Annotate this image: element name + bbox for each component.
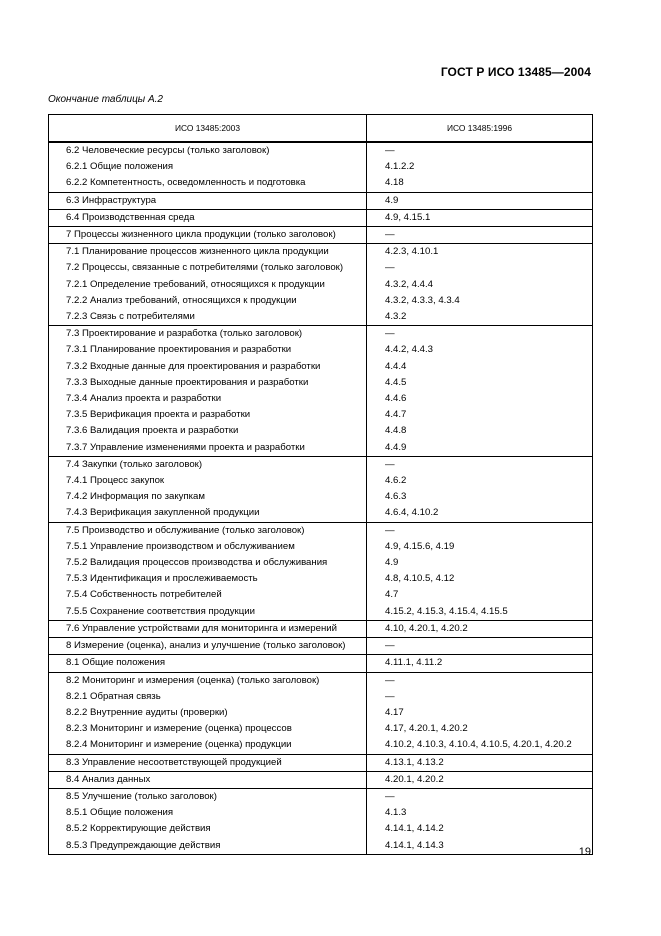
table-row xyxy=(49,244,593,261)
clause-1996-cell: 4.17, 4.20.1, 4.20.2 xyxy=(367,721,593,737)
clause-2003-cell: 6.2.2 Компетентность, осведомленность и подготовка xyxy=(49,175,367,192)
clause-1996-cell: 4.13.1, 4.13.2 xyxy=(367,754,593,771)
column-header-iso-1996: ИСО 13485:1996 xyxy=(367,115,593,143)
clause-2003-cell: 6.3 Инфраструктура xyxy=(49,192,367,209)
table-row xyxy=(49,227,593,244)
clause-1996-cell: 4.20.1, 4.20.2 xyxy=(367,771,593,788)
table-row xyxy=(49,309,593,326)
clause-2003-cell: 7.4.2 Информация по закупкам xyxy=(49,489,367,505)
clause-1996-cell: — xyxy=(367,638,593,655)
clause-2003-cell: 8.3 Управление несоответствующей продукцией xyxy=(49,754,367,771)
table-row xyxy=(49,423,593,439)
clause-2003-cell: 8.2 Мониторинг и измерения (оценка) (только заголовок) xyxy=(49,672,367,689)
table-row xyxy=(49,638,593,655)
table-row xyxy=(49,821,593,837)
clause-1996-cell: 4.4.6 xyxy=(367,391,593,407)
table-row xyxy=(49,375,593,391)
clause-1996-cell: 4.9 xyxy=(367,192,593,209)
clause-1996-cell: 4.4.2, 4.4.3 xyxy=(367,342,593,358)
table-row xyxy=(49,737,593,754)
clause-1996-cell: 4.8, 4.10.5, 4.12 xyxy=(367,571,593,587)
table-row xyxy=(49,456,593,473)
clause-2003-cell: 8.2.2 Внутренние аудиты (проверки) xyxy=(49,705,367,721)
table-row xyxy=(49,391,593,407)
clause-2003-cell: 7.3.4 Анализ проекта и разработки xyxy=(49,391,367,407)
table-row xyxy=(49,587,593,603)
table-row xyxy=(49,293,593,309)
clause-2003-cell: 8.1 Общие положения xyxy=(49,655,367,672)
clause-1996-cell: 4.4.8 xyxy=(367,423,593,439)
table-row xyxy=(49,505,593,522)
clause-1996-cell: — xyxy=(367,326,593,343)
clause-2003-cell: 8 Измерение (оценка), анализ и улучшение (только заголовок) xyxy=(49,638,367,655)
clause-1996-cell: 4.14.1, 4.14.3 xyxy=(367,838,593,855)
clause-2003-cell: 7.3.6 Валидация проекта и разработки xyxy=(49,423,367,439)
table-row xyxy=(49,689,593,705)
clause-2003-cell: 8.4 Анализ данных xyxy=(49,771,367,788)
clause-1996-cell: 4.6.2 xyxy=(367,473,593,489)
clause-1996-cell: 4.1.3 xyxy=(367,805,593,821)
clause-2003-cell: 7.2.1 Определение требований, относящихся к продукции xyxy=(49,277,367,293)
clause-1996-cell: 4.9 xyxy=(367,555,593,571)
clause-1996-cell: 4.10.2, 4.10.3, 4.10.4, 4.10.5, 4.20.1, 4.20.2 xyxy=(367,737,593,754)
table-row xyxy=(49,771,593,788)
clause-2003-cell: 7.5.2 Валидация процессов производства и обслуживания xyxy=(49,555,367,571)
clause-2003-cell: 7.4.1 Процесс закупок xyxy=(49,473,367,489)
clause-1996-cell: 4.1.2.2 xyxy=(367,159,593,175)
table-row xyxy=(49,359,593,375)
clause-2003-cell: 7.4 Закупки (только заголовок) xyxy=(49,456,367,473)
table-row xyxy=(49,555,593,571)
clause-1996-cell: 4.11.1, 4.11.2 xyxy=(367,655,593,672)
clause-1996-cell: 4.7 xyxy=(367,587,593,603)
clause-1996-cell: 4.9, 4.15.1 xyxy=(367,209,593,226)
clause-2003-cell: 8.5 Улучшение (только заголовок) xyxy=(49,788,367,805)
table-row xyxy=(49,277,593,293)
clause-1996-cell: — xyxy=(367,456,593,473)
table-row xyxy=(49,539,593,555)
clause-2003-cell: 7.5.3 Идентификация и прослеживаемость xyxy=(49,571,367,587)
clause-2003-cell: 7.1 Планирование процессов жизненного цикла продукции xyxy=(49,244,367,261)
clause-1996-cell: 4.10, 4.20.1, 4.20.2 xyxy=(367,620,593,637)
clause-1996-cell: — xyxy=(367,788,593,805)
clause-2003-cell: 8.5.2 Корректирующие действия xyxy=(49,821,367,837)
clause-1996-cell: — xyxy=(367,142,593,159)
clause-2003-cell: 7.3.5 Верификация проекта и разработки xyxy=(49,407,367,423)
clause-2003-cell: 6.4 Производственная среда xyxy=(49,209,367,226)
table-caption: Окончание таблицы А.2 xyxy=(48,94,163,105)
page-number: 19 xyxy=(578,846,591,858)
clause-1996-cell: 4.4.9 xyxy=(367,440,593,457)
table-row xyxy=(49,260,593,276)
clause-1996-cell: 4.4.7 xyxy=(367,407,593,423)
table-row xyxy=(49,604,593,621)
table-header-row xyxy=(49,115,593,143)
clause-1996-cell: — xyxy=(367,227,593,244)
clause-1996-cell: — xyxy=(367,672,593,689)
table-row xyxy=(49,721,593,737)
clause-1996-cell: 4.14.1, 4.14.2 xyxy=(367,821,593,837)
clause-2003-cell: 7.4.3 Верификация закупленной продукции xyxy=(49,505,367,522)
clause-1996-cell: 4.9, 4.15.6, 4.19 xyxy=(367,539,593,555)
table-row xyxy=(49,142,593,159)
clause-2003-cell: 8.5.1 Общие положения xyxy=(49,805,367,821)
table-row xyxy=(49,440,593,457)
clause-2003-cell: 8.2.1 Обратная связь xyxy=(49,689,367,705)
table-body xyxy=(49,142,593,854)
table-row xyxy=(49,571,593,587)
clause-1996-cell: 4.6.3 xyxy=(367,489,593,505)
clause-1996-cell: 4.17 xyxy=(367,705,593,721)
table-row xyxy=(49,326,593,343)
clause-2003-cell: 7.5.1 Управление производством и обслуживанием xyxy=(49,539,367,555)
document-title: ГОСТ Р ИСО 13485—2004 xyxy=(440,65,591,79)
clause-1996-cell: 4.3.2, 4.3.3, 4.3.4 xyxy=(367,293,593,309)
table-row xyxy=(49,672,593,689)
table-row xyxy=(49,209,593,226)
table-row xyxy=(49,407,593,423)
table-row xyxy=(49,522,593,539)
table-row xyxy=(49,705,593,721)
clause-2003-cell: 7.2 Процессы, связанные с потребителями (только заголовок) xyxy=(49,260,367,276)
clause-1996-cell: 4.2.3, 4.10.1 xyxy=(367,244,593,261)
table-row xyxy=(49,192,593,209)
clause-2003-cell: 7 Процессы жизненного цикла продукции (только заголовок) xyxy=(49,227,367,244)
clause-2003-cell: 7.3.3 Выходные данные проектирования и разработки xyxy=(49,375,367,391)
clause-2003-cell: 6.2 Человеческие ресурсы (только заголовок) xyxy=(49,142,367,159)
clause-1996-cell: 4.3.2, 4.4.4 xyxy=(367,277,593,293)
clause-2003-cell: 7.3.2 Входные данные для проектирования и разработки xyxy=(49,359,367,375)
clause-1996-cell: 4.15.2, 4.15.3, 4.15.4, 4.15.5 xyxy=(367,604,593,621)
table-row xyxy=(49,159,593,175)
table-row xyxy=(49,620,593,637)
clause-2003-cell: 6.2.1 Общие положения xyxy=(49,159,367,175)
table-row xyxy=(49,838,593,855)
clause-2003-cell: 7.6 Управление устройствами для мониторинга и измерений xyxy=(49,620,367,637)
table-row xyxy=(49,655,593,672)
column-header-iso-2003: ИСО 13485:2003 xyxy=(49,115,367,143)
clause-2003-cell: 8.5.3 Предупреждающие действия xyxy=(49,838,367,855)
clause-1996-cell: 4.6.4, 4.10.2 xyxy=(367,505,593,522)
clause-2003-cell: 7.2.2 Анализ требований, относящихся к продукции xyxy=(49,293,367,309)
clause-2003-cell: 7.5.5 Сохранение соответствия продукции xyxy=(49,604,367,621)
table-row xyxy=(49,342,593,358)
clause-2003-cell: 7.5.4 Собственность потребителей xyxy=(49,587,367,603)
correspondence-table xyxy=(48,114,593,855)
table-row xyxy=(49,489,593,505)
table-row xyxy=(49,805,593,821)
clause-1996-cell: — xyxy=(367,260,593,276)
clause-2003-cell: 7.3.1 Планирование проектирования и разработки xyxy=(49,342,367,358)
clause-2003-cell: 7.5 Производство и обслуживание (только заголовок) xyxy=(49,522,367,539)
table-row xyxy=(49,788,593,805)
clause-2003-cell: 7.3.7 Управление изменениями проекта и разработки xyxy=(49,440,367,457)
table-row xyxy=(49,175,593,192)
table-row xyxy=(49,754,593,771)
clause-2003-cell: 8.2.4 Мониторинг и измерение (оценка) продукции xyxy=(49,737,367,754)
clause-1996-cell: 4.3.2 xyxy=(367,309,593,326)
clause-1996-cell: 4.4.5 xyxy=(367,375,593,391)
clause-2003-cell: 7.3 Проектирование и разработка (только заголовок) xyxy=(49,326,367,343)
clause-1996-cell: 4.18 xyxy=(367,175,593,192)
clause-1996-cell: — xyxy=(367,689,593,705)
clause-2003-cell: 7.2.3 Связь с потребителями xyxy=(49,309,367,326)
clause-2003-cell: 8.2.3 Мониторинг и измерение (оценка) процессов xyxy=(49,721,367,737)
clause-1996-cell: — xyxy=(367,522,593,539)
clause-1996-cell: 4.4.4 xyxy=(367,359,593,375)
table-row xyxy=(49,473,593,489)
